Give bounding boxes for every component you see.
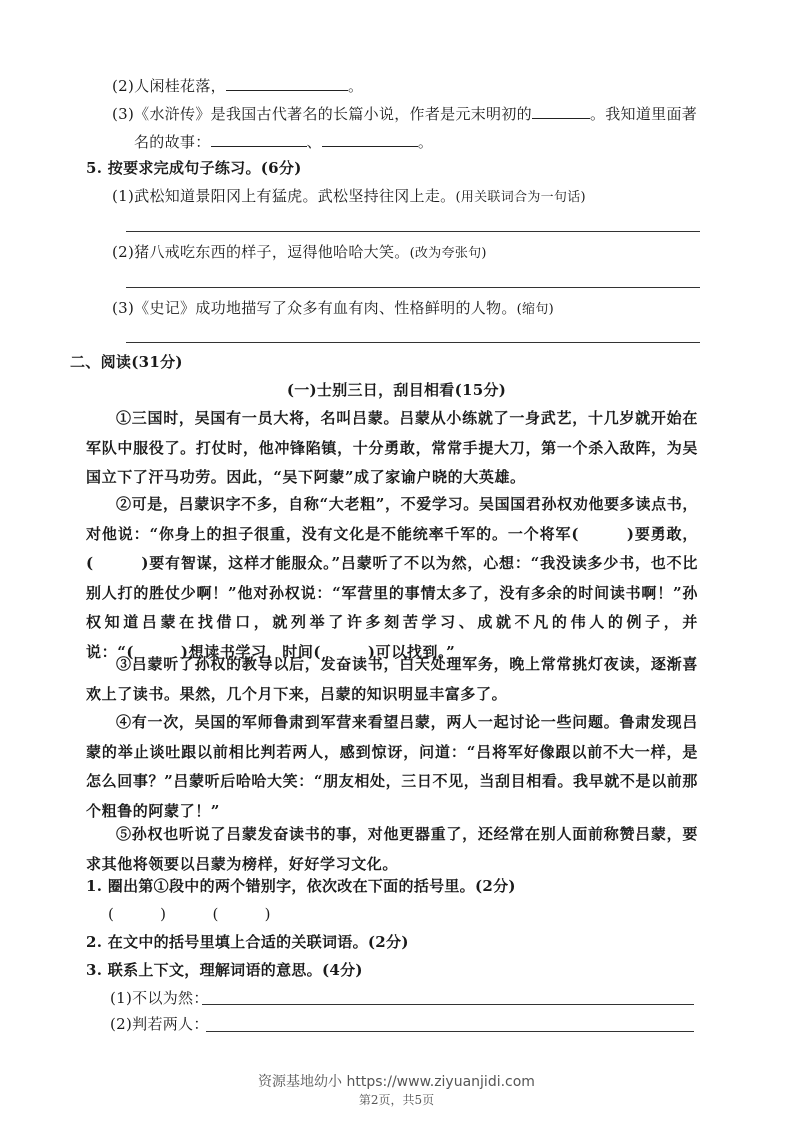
paren-open: ( (212, 905, 219, 923)
typo-answer-parens (108, 904, 271, 924)
question-5-2 (112, 242, 487, 264)
question-4-2 (112, 76, 363, 96)
answer-line[interactable] (206, 1031, 694, 1032)
punctuation: 。 (347, 77, 364, 95)
section-title: 二、阅读(31分) (70, 353, 183, 371)
reading-question-3: 3. 联系上下文，理解词语的意思。(4分) (86, 961, 363, 979)
question-5-1 (112, 186, 586, 208)
watermark: 资源基地幼小 https://www.ziyuanjidi.com (258, 1074, 535, 1090)
answer-line[interactable] (126, 231, 700, 232)
reading-question-1: 1. 圈出第①段中的两个错别字，依次改在下面的括号里。(2分) (86, 877, 516, 895)
question-3-2-label: (2)判若两人： (110, 1015, 209, 1033)
paren-open: ( (108, 905, 115, 923)
paren-close: ) (264, 905, 271, 923)
question-text: 。我知道里面著 (589, 105, 698, 123)
question-text: (2)人闲桂花落， (112, 77, 226, 95)
answer-blank-author[interactable] (532, 104, 590, 119)
answer-line[interactable] (126, 342, 700, 343)
question-4-3-line1 (112, 104, 697, 124)
question-text: (1)武松知道景阳冈上有猛虎。武松坚持往冈上走。 (112, 187, 456, 205)
question-text: 名的故事： (134, 133, 211, 151)
paragraph-2: ②可是，吕蒙识字不多，自称“大老粗”，不爱学习。吴国国君孙权劝他要多读点书，对他说：“你身上的担子很重，没有文化是不能统率千军的。一个将军( )要勇敢，( )要有智谋，这样才能服众。”吕蒙听了不以为然，心想：“我没读多少书，也不比别人打的胜仗少啊！”他对孙权说：“军营里的事情太多了，没有多余的时间读书啊！”孙权知道吕蒙在找借口，就列举了许多刻苦学习、成就不凡的伟人的例子，并说：“( )想读书学习，时间( )可以找到。” (86, 495, 698, 661)
answer-line[interactable] (126, 287, 700, 288)
punctuation: 、 (306, 133, 322, 151)
answer-blank-story-2[interactable] (322, 132, 418, 147)
answer-blank-story-1[interactable] (211, 132, 307, 147)
question-hint: (改为夸张句) (409, 246, 487, 261)
answer-line[interactable] (202, 1004, 694, 1005)
paragraph-5: ⑤孙权也听说了吕蒙发奋读书的事，对他更器重了，还经常在别人面前称赞吕蒙，要求其他将领要以吕蒙为榜样，好好学习文化。 (86, 825, 698, 873)
passage-title: (一)士别三日，刮目相看(15分) (286, 381, 507, 399)
question-4-3-line2 (134, 132, 433, 152)
paren-close: ) (160, 905, 167, 923)
punctuation: 。 (417, 133, 434, 151)
question-text: (3)《水浒传》是我国古代著名的长篇小说，作者是元末明初的 (112, 105, 532, 123)
question-5-3 (112, 298, 554, 320)
reading-question-2: 2. 在文中的括号里填上合适的关联词语。(2分) (86, 933, 409, 951)
question-text: (3)《史记》成功地描写了众多有血有肉、性格鲜明的人物。 (112, 299, 517, 317)
paragraph-1: ①三国时，吴国有一员大将，名叫吕蒙。吕蒙从小练就了一身武艺，十几岁就开始在军队中服役了。打仗时，他冲锋陷镇，十分勇敢，常常手提大刀，第一个杀入敌阵，为吴国立下了汗马功劳。因此，“吴下阿蒙”成了家谕户晓的大英雄。 (86, 409, 698, 486)
page-number: 第2页，共5页 (358, 1093, 435, 1107)
question-text: (2)猪八戒吃东西的样子，逗得他哈哈大笑。 (112, 243, 410, 261)
paragraph-3: ③吕蒙听了孙权的教导以后，发奋读书，白天处理军务，晚上常常挑灯夜读，逐渐喜欢上了读书。果然，几个月下来，吕蒙的知识明显丰富多了。 (86, 655, 698, 703)
question-hint: (缩句) (516, 302, 554, 317)
answer-blank[interactable] (226, 76, 348, 91)
question-3-1-label: (1)不以为然： (110, 989, 209, 1007)
question-hint: (用关联词合为一句话) (455, 190, 586, 205)
question-5-title: 5. 按要求完成句子练习。(6分) (86, 159, 302, 177)
paragraph-4: ④有一次，吴国的军师鲁肃到军营来看望吕蒙，两人一起讨论一些问题。鲁肃发现吕蒙的举止谈吐跟以前相比判若两人，感到惊讶，问道：“吕将军好像跟以前不大一样，是怎么回事？”吕蒙听后哈哈大笑：“朋友相处，三日不见，当刮目相看。我早就不是以前那个粗鲁的阿蒙了！” (86, 713, 698, 820)
